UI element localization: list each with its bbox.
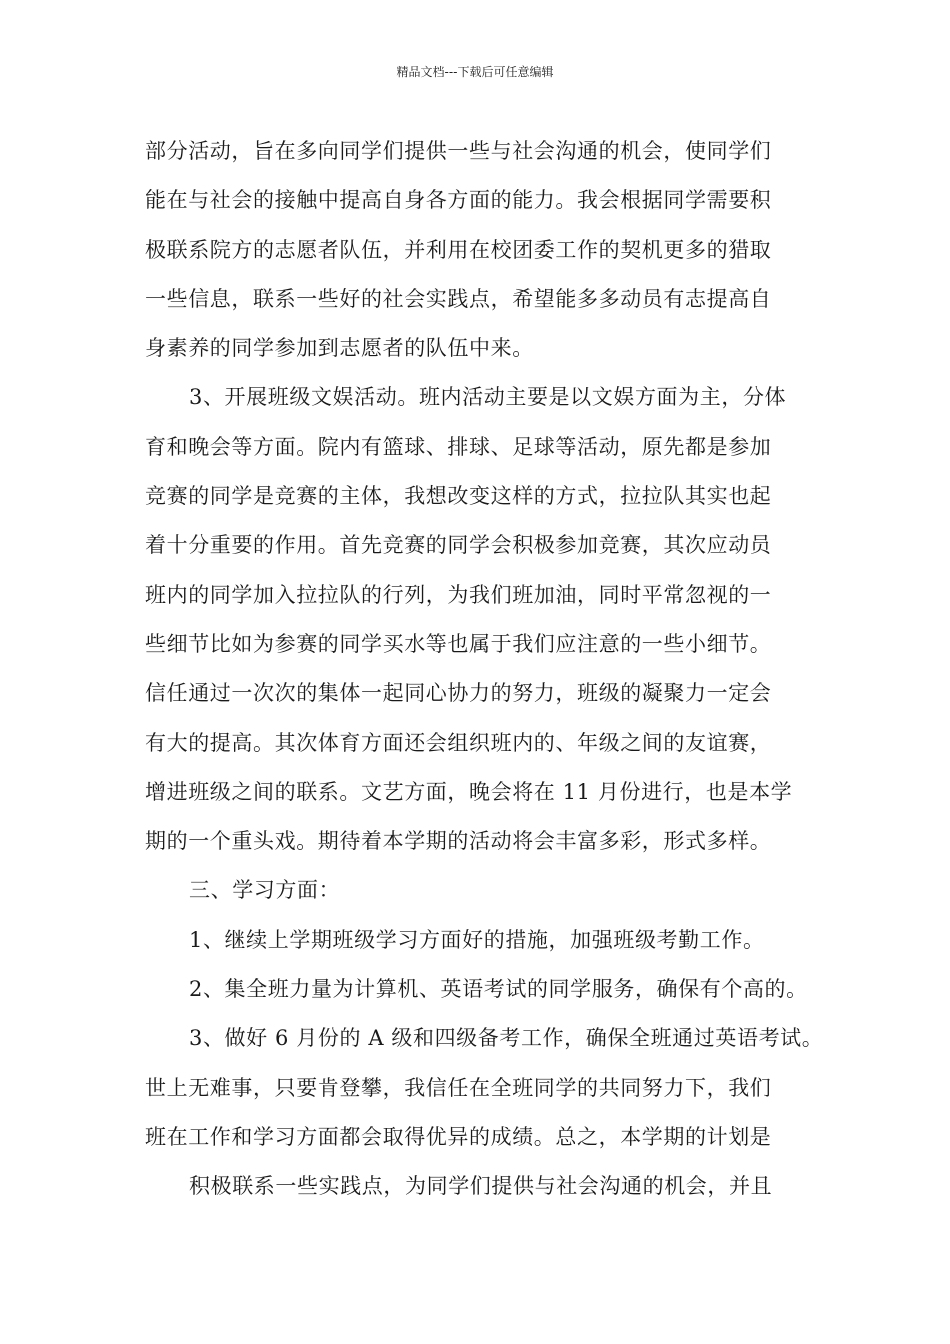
text-line-4: 一些信息，联系一些好的社会实践点，希望能多多动员有志提高自 (145, 286, 772, 311)
text-line-15: 期的一个重头戏。期待着本学期的活动将会丰富多彩，形式多样。 (145, 829, 772, 854)
text-line-11: 些细节比如为参赛的同学买水等也属于我们应注意的一些小细节。 (145, 631, 772, 656)
text-line-22: 积极联系一些实践点，为同学们提供与社会沟通的机会，并且 (189, 1174, 773, 1199)
text-line-6: 3、开展班级文娱活动。班内活动主要是以文娱方面为主，分体 (189, 385, 787, 410)
text-line-18: 2、集全班力量为计算机、英语考试的同学服务，确保有个高的。 (189, 977, 808, 1002)
text-line-10: 班内的同学加入拉拉队的行列，为我们班加油，同时平常忽视的一 (145, 582, 772, 607)
text-line-20: 世上无难事，只要肯登攀，我信任在全班同学的共同努力下，我们 (145, 1075, 772, 1100)
text-line-16: 三、学习方面： (189, 878, 341, 903)
page-header: 精品文档---下载后可任意编辑 (396, 65, 554, 79)
text-line-7: 育和晚会等方面。院内有篮球、排球、足球等活动，原先都是参加 (145, 434, 772, 459)
text-line-8: 竞赛的同学是竞赛的主体，我想改变这样的方式，拉拉队其实也起 (145, 484, 772, 509)
text-line-1: 部分活动，旨在多向同学们提供一些与社会沟通的机会，使同学们 (145, 139, 772, 163)
text-line-2: 能在与社会的接触中提高自身各方面的能力。我会根据同学需要积 (145, 188, 772, 213)
text-line-9: 着十分重要的作用。首先竞赛的同学会积极参加竞赛，其次应动员 (145, 533, 772, 558)
text-line-5: 身素养的同学参加到志愿者的队伍中来。 (145, 336, 534, 361)
text-line-14: 增进班级之间的联系。文艺方面，晚会将在 11 月份进行，也是本学 (145, 779, 793, 804)
document-body (145, 133, 824, 1218)
text-line-12: 信任通过一次次的集体一起同心协力的努力，班级的凝聚力一定会 (145, 681, 772, 706)
text-line-13: 有大的提高。其次体育方面还会组织班内的、年级之间的友谊赛， (145, 730, 772, 755)
text-line-21: 班在工作和学习方面都会取得优异的成绩。总之，本学期的计划是 (145, 1124, 772, 1149)
text-line-3: 极联系院方的志愿者队伍，并利用在校团委工作的契机更多的猎取 (145, 237, 772, 262)
text-line-17: 1、继续上学期班级学习方面好的措施，加强班级考勤工作。 (189, 927, 765, 952)
text-line-19: 3、做好 6 月份的 A 级和四级备考工作，确保全班通过英语考试。 (189, 1026, 824, 1051)
